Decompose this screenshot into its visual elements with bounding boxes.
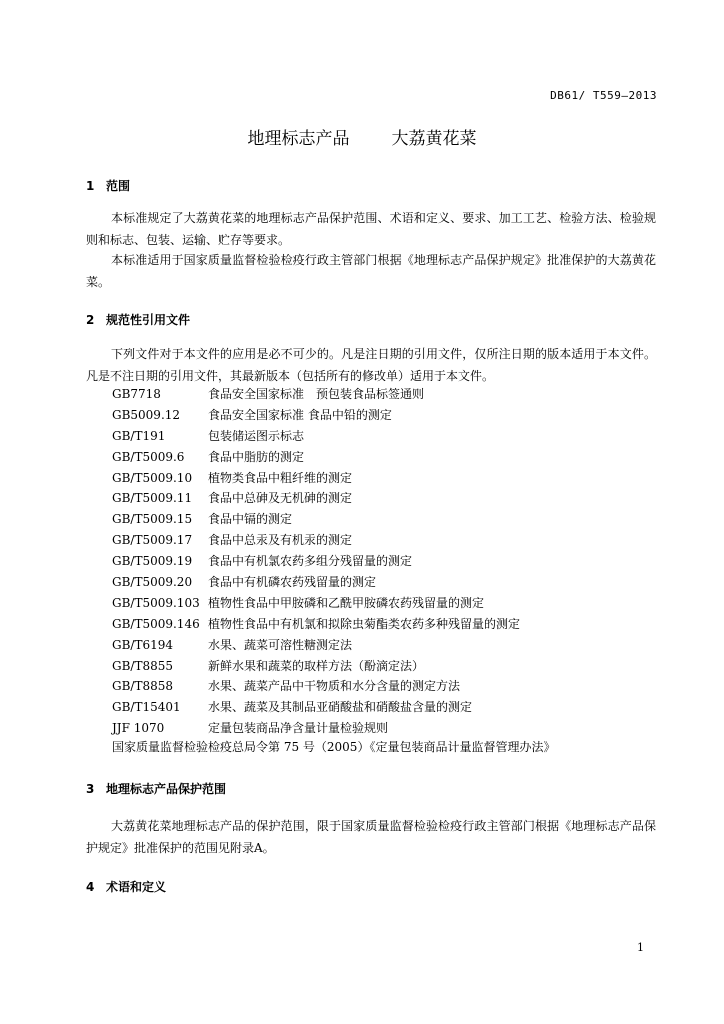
reference-row [112, 405, 520, 426]
reference-row [112, 551, 520, 572]
section-number: 1 [86, 179, 95, 193]
reference-row [112, 718, 520, 739]
reference-title: 水果、蔬菜产品中干物质和水分含量的测定方法 [208, 679, 461, 694]
reference-code: GB/T5009.17 [112, 533, 193, 548]
reference-title: 水果、蔬菜及其制品亚硝酸盐和硝酸盐含量的测定 [208, 700, 473, 715]
section-3-heading [86, 780, 226, 797]
reference-title: 食品中有机磷农药残留量的测定 [208, 575, 377, 590]
section-2-heading [86, 311, 190, 328]
reference-row [112, 468, 520, 489]
reference-row [112, 509, 520, 530]
reference-code: GB/T5009.10 [112, 470, 193, 485]
reference-row [112, 676, 520, 697]
reference-code: GB/T15401 [112, 700, 181, 715]
reference-row [112, 593, 520, 614]
title-part-1: 地理标志产品 [247, 129, 350, 149]
section-4-heading [86, 878, 166, 895]
reference-title: 植物性食品中有机氯和拟除虫菊酯类农药多种残留量的测定 [208, 616, 521, 631]
normative-reference-list [112, 384, 520, 739]
section-title: 规范性引用文件 [106, 313, 191, 327]
reference-code: GB/T5009.19 [112, 554, 193, 569]
reference-title: 食品中镉的测定 [208, 512, 293, 527]
section-3-paragraph-1: 大荔黄花菜地理标志产品的保护范围，限于国家质量监督检验检疫行政主管部门根据《地理标志产品保护规定》批准保护的范围见附录A。 [86, 819, 656, 855]
reference-code: GB/T5009.6 [112, 449, 185, 464]
document-title [0, 124, 724, 149]
page-number: 1 [637, 941, 644, 954]
reference-title: 食品中脂肪的测定 [208, 449, 305, 464]
reference-code: GB/T8855 [112, 658, 173, 673]
reference-title: 水果、蔬菜可溶性糖测定法 [208, 637, 353, 652]
reference-row [112, 488, 520, 509]
reference-row [112, 635, 520, 656]
reference-code: GB/T5009.11 [112, 491, 193, 506]
section-number: 3 [86, 782, 95, 796]
reference-code: GB/T5009.103 [112, 595, 200, 610]
reference-code: JJF 1070 [112, 721, 165, 736]
reference-title: 植物类食品中粗纤维的测定 [208, 470, 353, 485]
reference-title: 食品安全国家标准 食品中铅的测定 [208, 407, 392, 422]
reference-code: GB7718 [112, 387, 161, 401]
section-1-heading [86, 177, 130, 194]
reference-row [112, 614, 520, 635]
reference-title: 食品中总汞及有机汞的测定 [208, 533, 353, 548]
reference-title: 食品安全国家标准 预包装食品标签通则 [208, 387, 425, 401]
reference-code: GB/T5009.20 [112, 575, 193, 590]
section-title: 范围 [106, 179, 131, 193]
section-title: 术语和定义 [106, 880, 167, 894]
reference-code: GB5009.12 [112, 407, 181, 422]
reference-row [112, 572, 520, 593]
reference-title: 包装储运图示标志 [208, 428, 305, 443]
reference-title: 新鲜水果和蔬菜的取样方法（酚滴定法） [208, 658, 425, 673]
reference-title: 植物性食品中甲胺磷和乙酰甲胺磷农药残留量的测定 [208, 595, 485, 610]
reference-row [112, 384, 520, 405]
section-number: 2 [86, 313, 95, 327]
standard-code: DB61/ T559—2013 [550, 89, 657, 102]
reference-row [112, 530, 520, 551]
section-1-paragraph-1: 本标准规定了大荔黄花菜的地理标志产品保护范围、术语和定义、要求、加工工艺、检验方法、检验规则和标志、包装、运输、贮存等要求。 [86, 211, 656, 247]
title-part-2: 大荔黄花菜 [391, 129, 477, 149]
section-number: 4 [86, 880, 95, 894]
reference-code: GB/T8858 [112, 679, 173, 694]
reference-code: GB/T5009.15 [112, 512, 193, 527]
reference-row [112, 656, 520, 677]
reference-row [112, 697, 520, 718]
reference-code: GB/T5009.146 [112, 616, 200, 631]
reference-code: GB/T6194 [112, 637, 173, 652]
section-2-paragraph-1: 下列文件对于本文件的应用是必不可少的。凡是注日期的引用文件，仅所注日期的版本适用于本文件。凡是不注日期的引用文件，其最新版本（包括所有的修改单）适用于本文件。 [86, 347, 656, 383]
section-title: 地理标志产品保护范围 [106, 782, 227, 796]
reference-order-line: 国家质量监督检验检疫总局令第 75 号（2005）《定量包装商品计量监督管理办法》 [112, 740, 556, 754]
section-1-paragraph-2: 本标准适用于国家质量监督检验检疫行政主管部门根据《地理标志产品保护规定》批准保护的大荔黄花菜。 [86, 253, 656, 289]
reference-code: GB/T191 [112, 428, 166, 443]
reference-title: 食品中总砷及无机砷的测定 [208, 491, 353, 506]
reference-title: 定量包装商品净含量计量检验规则 [208, 721, 389, 736]
reference-title: 食品中有机氯农药多组分残留量的测定 [208, 554, 413, 569]
reference-row [112, 426, 520, 447]
reference-row [112, 447, 520, 468]
